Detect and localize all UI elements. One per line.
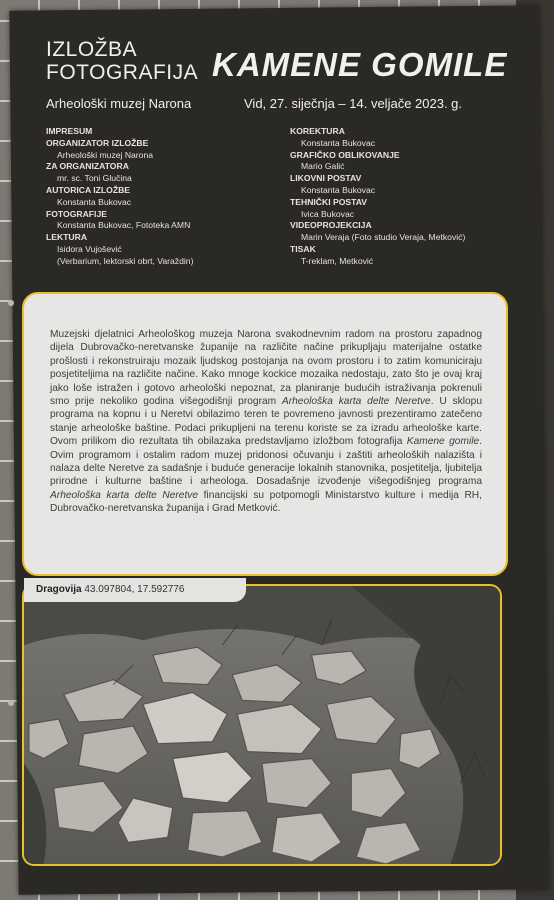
credit-heading: TISAK (290, 243, 316, 254)
credit-heading: TEHNIČKI POSTAV (290, 196, 368, 207)
stone-cairn-photo (24, 586, 500, 864)
credit-heading: KOREKTURA (290, 126, 345, 136)
credit-heading: ORGANIZATOR IZLOŽBE (46, 137, 149, 148)
photo-frame (22, 584, 502, 866)
venue-dates: Vid, 27. siječnja – 14. veljače 2023. g. (244, 96, 463, 111)
credits-left (46, 126, 193, 268)
credit-value: Mario Galić (301, 161, 345, 172)
credit-heading: IMPRESUM (46, 126, 93, 136)
exhibition-label (46, 38, 198, 84)
museum-name: Arheološki muzej Narona (46, 96, 192, 111)
credit-value: Marin Veraja (Foto studio Veraja, Metković) (301, 232, 466, 243)
credit-heading: GRAFIČKO OBLIKOVANJE (290, 149, 400, 160)
title-left-line1: IZLOŽBA (46, 38, 138, 61)
program-name: Arheološka karta delte Neretve (281, 396, 431, 408)
intro-text-part: . U sklopu programa na kopnu i u Neretvi obilazimo teren te povremeno javnosti prezentiramo zatečeno stanje arheološke baštine. Podaci prikupljeni na terenu koriste se za izradu arheološke karte. Ovom prilikom dio rezultata tih obilazaka predstavljamo izložbom fotografija (50, 396, 482, 448)
caption-place: Dragovija (36, 584, 82, 595)
credit-value: (Verbarium, lektorski obrt, Varaždin) (57, 255, 194, 266)
credit-heading: AUTORICA IZLOŽBE (46, 184, 131, 195)
intro-text-part: . Ovim programom i ostalim radom muzej pridonosi očuvanju i zaštiti arheoloških nalazišta i nalaza delte Neretve za sadašnje i buduće generacije lokalnih stanovnika, posjetitelja, ljubitelja prirodne i kulturne baštine i arheologa. Dosadašnje izvođenje višegodišnjeg programa (50, 436, 482, 488)
credit-value: Ivica Bukovac (301, 208, 355, 219)
credit-value: mr. sc. Toni Glučina (57, 173, 132, 184)
mesh-clip (8, 300, 14, 306)
program-name: Arheološka karta delte Neretve (50, 489, 199, 501)
credit-heading: FOTOGRAFIJE (46, 208, 107, 219)
credit-value: Isidora Vujošević (57, 243, 122, 254)
photo-caption (36, 584, 184, 595)
mesh-clip (8, 700, 14, 706)
credit-value: Konstanta Bukovac (57, 196, 132, 207)
title-left-line2: FOTOGRAFIJA (46, 61, 199, 84)
intro-text-part: financijski su potpomogli Ministarstvo kulture i medija RH, Dubrovačko-neretvanska županija i Grad Metković. (50, 489, 482, 515)
exhibition-title: KAMENE GOMILE (212, 46, 508, 83)
credit-value: T-reklam, Metković (301, 255, 374, 266)
credits-right (290, 126, 465, 268)
credit-heading: LIKOVNI POSTAV (290, 173, 362, 184)
credit-heading: ZA ORGANIZATORA (46, 161, 129, 172)
exhibition-name: Kamene gomile (406, 436, 480, 448)
intro-text (50, 328, 482, 516)
intro-text-part: Muzejski djelatnici Arheološkog muzeja Narona svakodnevnim radom na prostoru zapadnog dijela Dubrovačko-neretvanske županije na različite načine prikupljaju materijalne ostatke prošlosti i rekonstruiraju mozaik ljudskog postojanja na ovom prostoru i to zatim komuniciraju posjetiteljima na različite načine. Kako mnoge kockice mozaika nedostaju, zato što je ovaj kraj jako loše istražen i gotovo arheološki nepoznat, za planiranje budućih istraživanja pokrenuli smo prije nekoliko godina višegodišnji program (50, 329, 482, 408)
caption-coordinates: 43.097804, 17.592776 (84, 584, 185, 595)
credit-value: Konstanta Bukovac (301, 137, 376, 148)
credit-value: Konstanta Bukovac, Fototeka AMN (57, 220, 191, 231)
credit-heading: LEKTURA (46, 232, 88, 243)
credit-heading: VIDEOPROJEKCIJA (290, 220, 372, 231)
credit-value: Konstanta Bukovac (301, 184, 376, 195)
credit-value: Arheološki muzej Narona (57, 149, 154, 160)
